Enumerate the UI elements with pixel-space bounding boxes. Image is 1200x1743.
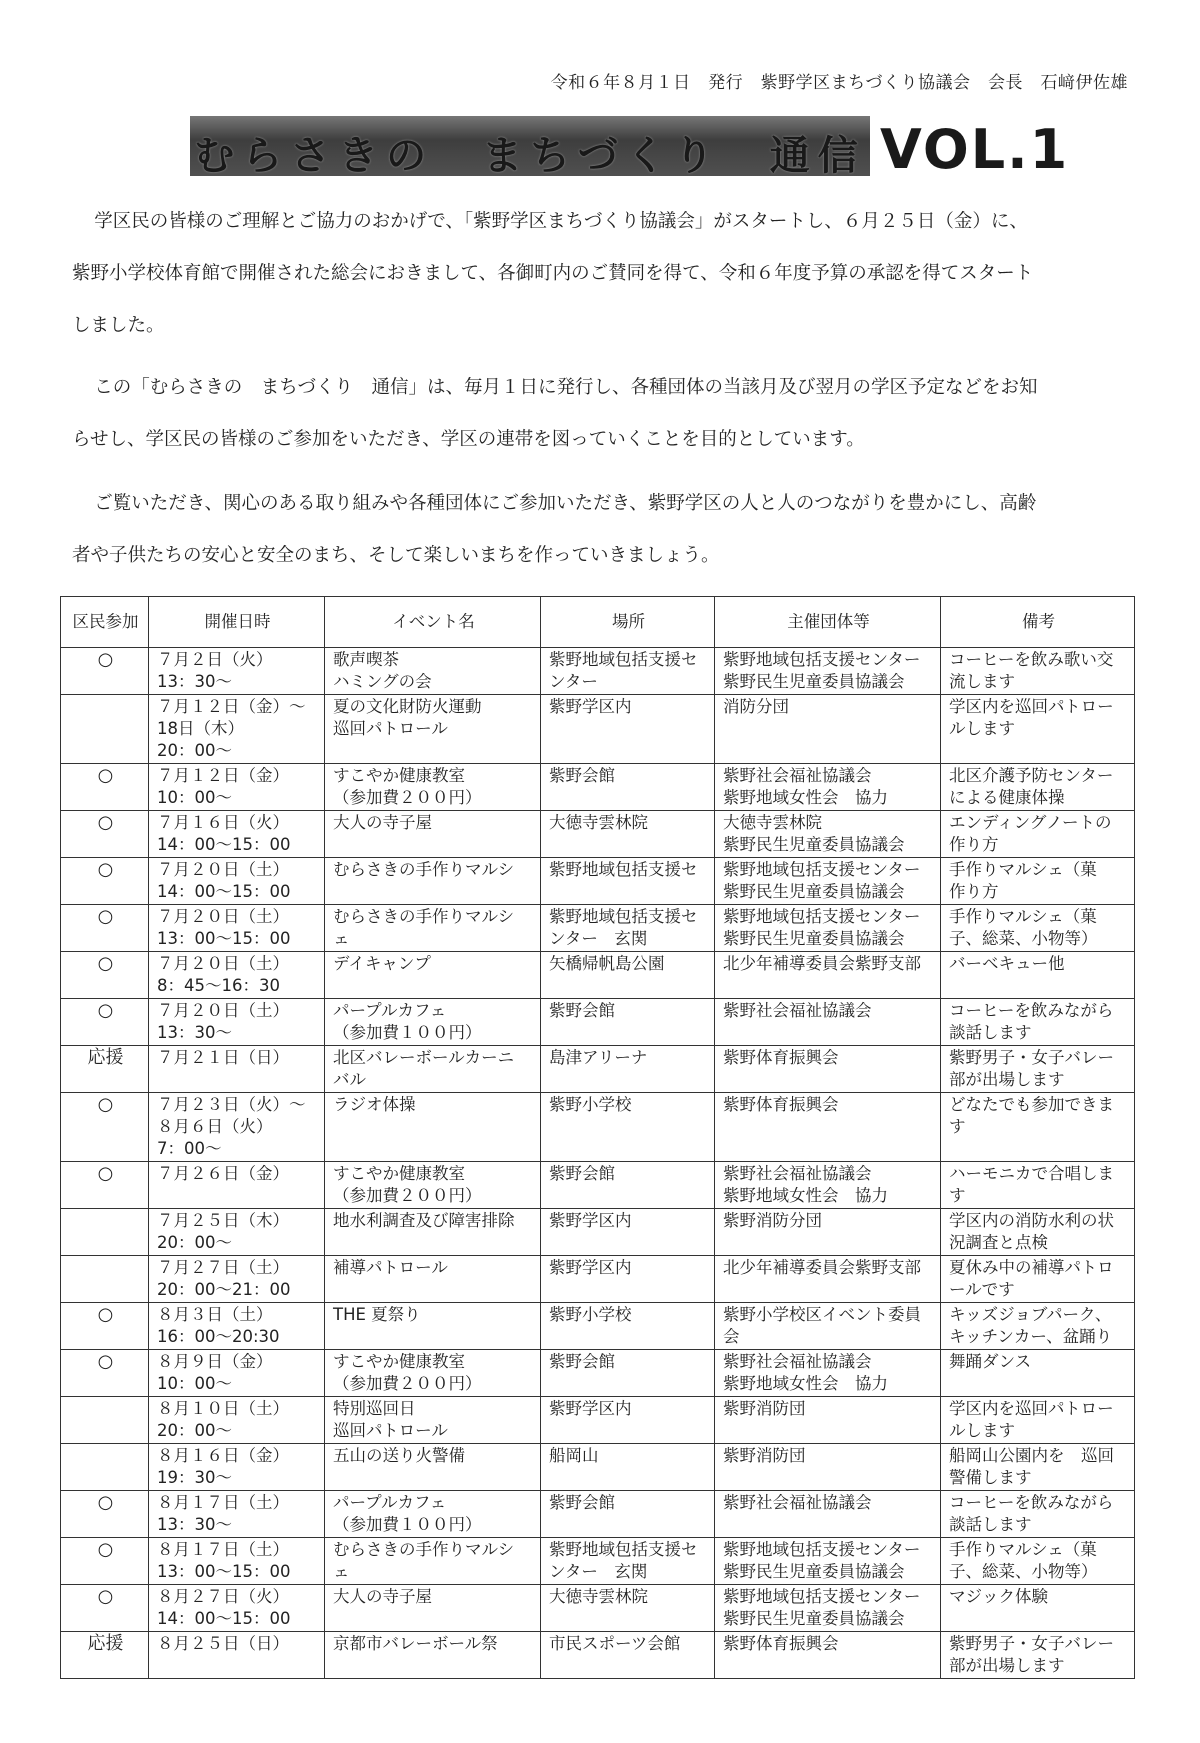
table-row [61,858,1135,905]
cell-org [715,1209,941,1256]
cell-place [541,999,715,1046]
cell-org [715,1397,941,1444]
cell-date [149,1397,325,1444]
cell-text: ７月２５日（木） 20：00～ [157,1211,289,1252]
cell-org [715,858,941,905]
cell-text: 大人の寺子屋 [333,813,432,832]
cell-mark: 応援 [61,1046,149,1093]
cell-org [715,695,941,764]
cell-place [541,1046,715,1093]
cell-text: 北少年補導委員会紫野支部 [723,954,921,973]
cell-event [325,1209,541,1256]
cell-note [941,1632,1135,1679]
cell-text: パープルカフェ （参加費１００円） [333,1001,482,1042]
cell-text: THE 夏祭り [333,1305,421,1324]
cell-org [715,1585,941,1632]
cell-note [941,811,1135,858]
table-row [61,1303,1135,1350]
table-row [61,764,1135,811]
cell-text: 船岡山公園内を 巡回 警備します [949,1446,1114,1487]
col-header-participation: 区民参加 [61,597,149,648]
cell-text: 紫野会館 [549,1352,615,1371]
cell-text: 紫野学区内 [549,1258,632,1277]
cell-text: 紫野体育振興会 [723,1048,839,1067]
table-row [61,811,1135,858]
cell-text: 紫野地域包括支援センター 紫野民生児童委員協議会 [723,907,921,948]
cell-text: 船岡山 [549,1446,599,1465]
cell-text: 北区バレーボールカーニ バル [333,1048,515,1089]
table-row [61,1491,1135,1538]
cell-note [941,1046,1135,1093]
title-banner [190,116,870,179]
cell-text: キッズジョブパーク、 キッチンカー、盆踊り [949,1305,1113,1346]
cell-org [715,1444,941,1491]
cell-text: ハーモニカで合唱しま す [949,1164,1114,1205]
cell-text: 消防分団 [723,697,789,716]
cell-mark: ○ [61,1162,149,1209]
cell-mark: ○ [61,1585,149,1632]
table-row [61,648,1135,695]
table-row [61,1209,1135,1256]
cell-place [541,695,715,764]
cell-date [149,1209,325,1256]
cell-org [715,999,941,1046]
cell-event [325,1397,541,1444]
cell-text: ７月２日（火） 13：30～ [157,650,273,691]
cell-place [541,1209,715,1256]
col-header-notes: 備考 [941,597,1135,648]
cell-note [941,1350,1135,1397]
cell-mark: ○ [61,905,149,952]
cell-text: 手作りマルシェ（菓 作り方 [949,860,1097,901]
cell-org [715,811,941,858]
cell-event [325,1046,541,1093]
table-row [61,1046,1135,1093]
cell-note [941,1444,1135,1491]
cell-mark [61,1397,149,1444]
cell-text: 紫野会館 [549,1493,615,1512]
cell-place [541,1256,715,1303]
cell-date [149,695,325,764]
cell-date [149,1350,325,1397]
cell-text: 紫野消防団 [723,1399,806,1418]
cell-text: 紫野学区内 [549,1211,632,1230]
cell-note [941,905,1135,952]
cell-text: 紫野男子・女子バレー 部が出場します [949,1048,1114,1089]
cell-event [325,1256,541,1303]
cell-text: むらさきの手作りマルシ ェ [333,907,515,948]
cell-note [941,1397,1135,1444]
cell-mark: ○ [61,858,149,905]
cell-event [325,648,541,695]
cell-event [325,1538,541,1585]
cell-org [715,905,941,952]
cell-text: 紫野社会福祉協議会 紫野地域女性会 協力 [723,1164,888,1205]
cell-text: すこやか健康教室 （参加費２００円） [333,1164,482,1205]
cell-text: 紫野学区内 [549,697,632,716]
cell-place [541,905,715,952]
cell-date [149,905,325,952]
cell-date [149,1303,325,1350]
cell-text: 紫野社会福祉協議会 [723,1493,872,1512]
cell-place [541,1303,715,1350]
cell-text: ７月２０日（土） 8：45～16：30 [157,954,289,995]
cell-text: 手作りマルシェ（菓 子、総菜、小物等） [949,1540,1098,1581]
cell-text: ８月２５日（日） [157,1634,289,1653]
table-row [61,952,1135,999]
cell-text: 紫野小学校区イベント委員 会 [723,1305,921,1346]
paragraph-line: ご覧いただき、関心のある取り組みや各種団体にご参加いただき、紫野学区の人と人のつながりを豊かにし、高齢 [94,493,1037,514]
cell-place [541,1093,715,1162]
cell-text: 京都市バレーボール祭 [333,1634,498,1653]
cell-event [325,1632,541,1679]
cell-text: 紫野小学校 [549,1095,632,1114]
cell-place [541,648,715,695]
cell-text: 紫野体育振興会 [723,1634,839,1653]
cell-text: バーベキュー他 [949,954,1065,973]
cell-note [941,952,1135,999]
cell-date [149,952,325,999]
cell-event [325,1350,541,1397]
cell-mark: ○ [61,811,149,858]
cell-text: ８月１６日（金） 19：30～ [157,1446,289,1487]
table-row [61,1350,1135,1397]
cell-text: 紫野学区内 [549,1399,632,1418]
cell-place [541,858,715,905]
cell-date [149,1538,325,1585]
cell-mark: ○ [61,1491,149,1538]
cell-text: 大徳寺雲林院 [549,813,648,832]
cell-org [715,1303,941,1350]
cell-place [541,1491,715,1538]
cell-mark: ○ [61,952,149,999]
cell-text: むらさきの手作りマルシ ェ [333,1540,515,1581]
cell-text: コーヒーを飲みながら 談話します [949,1001,1114,1042]
cell-text: ７月２０日（土） 13：30～ [157,1001,289,1042]
table-row [61,905,1135,952]
cell-text: 紫野地域包括支援センター 紫野民生児童委員協議会 [723,1587,921,1628]
table-row [61,1585,1135,1632]
cell-date [149,764,325,811]
table-row [61,1632,1135,1679]
paragraph-line: しました。 [72,315,165,336]
intro-paragraph-2 [72,362,1132,466]
intro-paragraph-3 [72,478,1132,582]
cell-text: 紫野地域包括支援センター 紫野民生児童委員協議会 [723,650,921,691]
cell-note [941,1093,1135,1162]
cell-date [149,1444,325,1491]
cell-note [941,1209,1135,1256]
cell-text: どなたでも参加できま す [949,1095,1114,1136]
cell-text: ７月１２日（金）～ 18日（木） 20：00～ [157,697,306,760]
cell-place [541,1632,715,1679]
table-row [61,695,1135,764]
cell-org [715,952,941,999]
cell-text: 大徳寺雲林院 紫野民生児童委員協議会 [723,813,905,854]
cell-text: 紫野会館 [549,1164,615,1183]
cell-text: 大人の寺子屋 [333,1587,432,1606]
cell-text: ７月２１日（日） [157,1048,289,1067]
cell-org [715,1538,941,1585]
cell-text: 学区内を巡回パトロー ルします [949,697,1114,738]
cell-text: マジック体験 [949,1587,1048,1606]
cell-note [941,1256,1135,1303]
cell-mark [61,1256,149,1303]
cell-text: 紫野地域包括支援セ ンター 玄関 [549,1540,698,1581]
cell-text: 紫野会館 [549,766,615,785]
cell-text: 補導パトロール [333,1258,448,1277]
cell-event [325,1093,541,1162]
col-header-place: 場所 [541,597,715,648]
cell-date [149,1046,325,1093]
cell-text: 紫野小学校 [549,1305,632,1324]
cell-text: 手作りマルシェ（菓 子、総菜、小物等） [949,907,1098,948]
cell-text: デイキャンプ [333,954,431,973]
cell-place [541,764,715,811]
cell-event [325,1491,541,1538]
cell-text: 紫野社会福祉協議会 [723,1001,872,1020]
cell-text: 紫野会館 [549,1001,615,1020]
cell-date [149,858,325,905]
cell-text: 地水利調査及び障害排除 [333,1211,515,1230]
cell-text: ７月２０日（土） 14：00～15：00 [157,860,291,901]
cell-text: ８月１７日（土） 13：00～15：00 [157,1540,291,1581]
cell-place [541,811,715,858]
cell-text: 大徳寺雲林院 [549,1587,648,1606]
cell-text: 紫野地域包括支援センター 紫野民生児童委員協議会 [723,860,921,901]
cell-text: ラジオ体操 [333,1095,416,1114]
cell-text: 紫野社会福祉協議会 紫野地域女性会 協力 [723,766,888,807]
cell-text: 島津アリーナ [549,1048,648,1067]
cell-text: 五山の送り火警備 [333,1446,465,1465]
cell-org [715,1046,941,1093]
cell-text: 紫野地域包括支援セ ンター [549,650,698,691]
cell-text: 紫野社会福祉協議会 紫野地域女性会 協力 [723,1352,888,1393]
cell-note [941,764,1135,811]
table-row [61,1093,1135,1162]
cell-text: すこやか健康教室 （参加費２００円） [333,1352,482,1393]
cell-text: ７月２６日（金） [157,1164,289,1183]
issuer-line: 令和６年８月１日 発行 紫野学区まちづくり協議会 会長 石﨑伊佐雄 [550,73,1128,93]
cell-date [149,811,325,858]
cell-text: ７月２７日（土） 20：00～21：00 [157,1258,291,1299]
cell-note [941,695,1135,764]
paragraph-line: この「むらさきの まちづくり 通信」は、毎月１日に発行し、各種団体の当該月及び翌月の学区予定などをお知 [94,377,1038,398]
cell-event [325,1303,541,1350]
cell-org [715,648,941,695]
cell-note [941,999,1135,1046]
table-row [61,1444,1135,1491]
cell-date [149,1585,325,1632]
cell-mark: ○ [61,999,149,1046]
col-header-event: イベント名 [325,597,541,648]
table-header-row [61,597,1135,648]
cell-event [325,1585,541,1632]
table-row [61,1256,1135,1303]
paragraph-line: 紫野小学校体育館で開催された総会におきまして、各御町内のご賛同を得て、令和６年度予算の承認を得てスタート [72,263,1034,284]
cell-date [149,648,325,695]
cell-place [541,1350,715,1397]
col-header-datetime: 開催日時 [149,597,325,648]
cell-place [541,1585,715,1632]
cell-mark [61,695,149,764]
cell-event [325,999,541,1046]
cell-org [715,1632,941,1679]
cell-text: 歌声喫茶 ハミングの会 [333,650,432,691]
cell-note [941,648,1135,695]
cell-place [541,1538,715,1585]
cell-note [941,1538,1135,1585]
volume-label: VOL.1 [880,118,1070,181]
cell-note [941,858,1135,905]
cell-org [715,1491,941,1538]
cell-event [325,952,541,999]
cell-text: 紫野体育振興会 [723,1095,839,1114]
col-header-organizer: 主催団体等 [715,597,941,648]
cell-text: 紫野地域包括支援セ ンター 玄関 [549,907,698,948]
cell-mark: ○ [61,1350,149,1397]
cell-org [715,1350,941,1397]
cell-text: 市民スポーツ会館 [549,1634,681,1653]
cell-text: 紫野地域包括支援センター 紫野民生児童委員協議会 [723,1540,921,1581]
paragraph-line: 学区民の皆様のご理解とご協力のおかげで、「紫野学区まちづくり協議会」がスタートし、６月２５日（金）に、 [94,211,1028,232]
cell-org [715,1093,941,1162]
cell-text: 夏の文化財防火運動 巡回パトロール [333,697,482,738]
cell-text: 舞踊ダンス [949,1352,1032,1371]
cell-text: ７月２３日（火）～ ８月６日（火） 7：00～ [157,1095,306,1158]
schedule-table [60,596,1135,1679]
cell-text: ７月１２日（金） 10：00～ [157,766,289,807]
cell-mark: ○ [61,764,149,811]
paragraph-line: らせし、学区民の皆様のご参加をいただき、学区の連帯を図っていくことを目的としています。 [72,429,865,450]
cell-text: コーヒーを飲み歌い交 流します [949,650,1114,691]
cell-text: 紫野消防分団 [723,1211,822,1230]
cell-text: ８月１７日（土） 13：30～ [157,1493,289,1534]
cell-event [325,1162,541,1209]
cell-text: 紫野消防団 [723,1446,806,1465]
cell-text: ７月２０日（土） 13：00～15：00 [157,907,291,948]
cell-text: 夏休み中の補導パトロ ールです [949,1258,1114,1299]
cell-note [941,1491,1135,1538]
cell-org [715,1256,941,1303]
cell-date [149,1256,325,1303]
cell-note [941,1303,1135,1350]
cell-mark [61,1209,149,1256]
cell-text: むらさきの手作りマルシ [333,860,515,879]
cell-date [149,1162,325,1209]
cell-text: 矢橋帰帆島公園 [549,954,665,973]
title-text: むらさきの まちづくり 通信 [194,133,866,179]
cell-text: エンディングノートの 作り方 [949,813,1112,854]
cell-text: パープルカフェ （参加費１００円） [333,1493,482,1534]
cell-org [715,1162,941,1209]
cell-text: すこやか健康教室 （参加費２００円） [333,766,482,807]
cell-text: 北少年補導委員会紫野支部 [723,1258,921,1277]
cell-text: ８月１０日（土） 20：00～ [157,1399,289,1440]
cell-date [149,999,325,1046]
cell-event [325,858,541,905]
cell-mark [61,1444,149,1491]
cell-text: 紫野地域包括支援セ [549,860,698,879]
cell-date [149,1491,325,1538]
cell-date [149,1632,325,1679]
cell-text: コーヒーを飲みながら 談話します [949,1493,1114,1534]
cell-place [541,1444,715,1491]
cell-event [325,905,541,952]
cell-mark: ○ [61,1538,149,1585]
cell-place [541,1397,715,1444]
cell-note [941,1585,1135,1632]
cell-text: ８月９日（金） 10：00～ [157,1352,273,1393]
intro-paragraph-1 [72,196,1132,352]
paragraph-line: 者や子供たちの安心と安全のまち、そして楽しいまちを作っていきましょう。 [72,545,720,566]
cell-event [325,764,541,811]
table-row [61,999,1135,1046]
cell-text: ７月１６日（火） 14：00～15：00 [157,813,291,854]
cell-date [149,1093,325,1162]
cell-event [325,811,541,858]
cell-mark: 応援 [61,1632,149,1679]
cell-mark: ○ [61,648,149,695]
cell-text: 北区介護予防センター による健康体操 [949,766,1114,807]
cell-text: ８月３日（土） 16：00～20:30 [157,1305,280,1346]
cell-org [715,764,941,811]
newsletter-title [190,112,1070,182]
table-row [61,1162,1135,1209]
table-row [61,1538,1135,1585]
cell-text: 紫野男子・女子バレー 部が出場します [949,1634,1114,1675]
cell-mark: ○ [61,1303,149,1350]
cell-place [541,952,715,999]
cell-text: 特別巡回日 巡回パトロール [333,1399,448,1440]
cell-text: ８月２７日（火） 14：00～15：00 [157,1587,291,1628]
cell-event [325,1444,541,1491]
table-row [61,1397,1135,1444]
cell-note [941,1162,1135,1209]
cell-place [541,1162,715,1209]
cell-mark: ○ [61,1093,149,1162]
cell-event [325,695,541,764]
cell-text: 学区内を巡回パトロー ルします [949,1399,1114,1440]
cell-text: 学区内の消防水利の状 況調査と点検 [949,1211,1114,1252]
